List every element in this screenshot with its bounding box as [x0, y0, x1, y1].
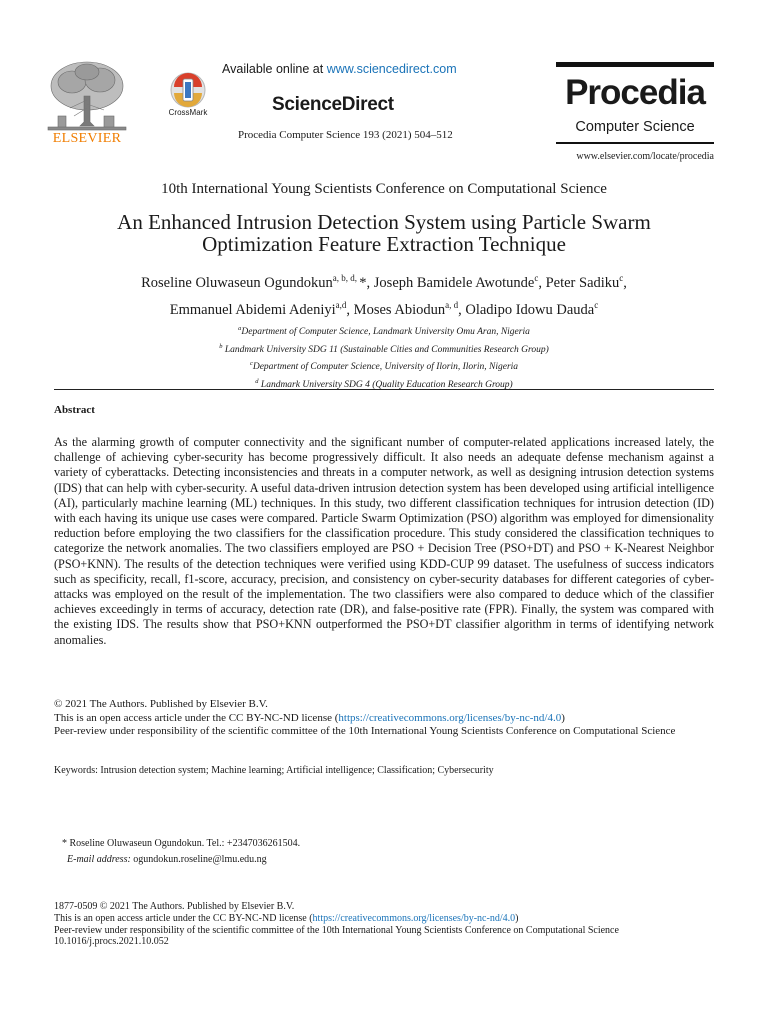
- footer-open-access: This is an open access article under the CC BY-NC-ND license (https://creativecommons.org/licenses/by-nc-nd/4.0): [54, 912, 519, 924]
- license-block: [54, 698, 714, 739]
- title-line: Optimization Feature Extraction Technique: [202, 232, 566, 256]
- title-line: An Enhanced Intrusion Detection System using Particle Swarm: [117, 210, 651, 234]
- footer-peer-review: Peer-review under responsibility of the scientific committee of the 10th International Young Scientists Conference on Computational Science: [54, 924, 619, 936]
- sciencedirect-link[interactable]: www.sciencedirect.com: [326, 62, 457, 76]
- author-name: Oladipo Idowu Dauda: [465, 301, 595, 318]
- author-name: Emmanuel Abidemi Adeniyi: [169, 301, 336, 318]
- author-affil-mark: c: [594, 299, 599, 310]
- email-line: [62, 852, 300, 868]
- open-access-line: This is an open access article under the CC BY-NC-ND license (https://creativecommons.org/licenses/by-nc-nd/4.0): [54, 711, 565, 724]
- corresponding-mark: *: [359, 274, 367, 291]
- author-name: Joseph Bamidele Awotunde: [373, 274, 535, 291]
- elsevier-wordmark: ELSEVIER: [52, 131, 122, 146]
- conference-name: 10th International Young Scientists Conference on Computational Science: [161, 181, 607, 197]
- email-address[interactable]: ogundokun.roseline@lmu.edu.ng: [130, 854, 267, 865]
- page-footer: [54, 901, 714, 948]
- crossmark-icon[interactable]: [166, 70, 210, 110]
- available-online: Available online at www.sciencedirect.com: [222, 62, 457, 76]
- author-affil-mark: a,d: [335, 299, 347, 310]
- doi[interactable]: 10.1016/j.procs.2021.10.052: [54, 936, 169, 948]
- journal-reference: Procedia Computer Science 193 (2021) 504–512: [238, 129, 453, 141]
- author-affil-mark: a, d: [445, 299, 459, 310]
- issn-line: 1877-0509 © 2021 The Authors. Published by Elsevier B.V.: [54, 901, 295, 912]
- author-name: Moses Abiodun: [353, 301, 446, 318]
- author-line: Emmanuel Abidemi Adeniyi$^{a,d}$, Moses Abiodun$^{a, d}$, Oladipo Idowu Dauda$^c$: [169, 299, 599, 318]
- abstract-heading: Abstract: [54, 404, 95, 416]
- footer-license-link[interactable]: https://creativecommons.org/licenses/by-nc-nd/4.0: [312, 912, 516, 924]
- author-affil-mark: a, b, d,: [332, 273, 360, 283]
- author-line: Roseline Oluwaseun Ogundokun$^{a, b, d,}$ *, Joseph Bamidele Awotunde$^c$, Peter Sadiku$^c$,: [141, 273, 627, 291]
- email-label: E-mail address:: [67, 854, 131, 865]
- affiliation: $^a$Department of Computer Science, Landmark University Omu Aran, Nigeria: [238, 325, 530, 338]
- author-name: Peter Sadiku: [545, 274, 620, 291]
- author-name: Roseline Oluwaseun Ogundokun: [141, 274, 333, 291]
- affiliation: $^b$ Landmark University SDG 11 (Sustainable Cities and Communities Research Group): [219, 342, 549, 355]
- procedia-logo: [556, 62, 714, 144]
- license-link[interactable]: https://creativecommons.org/licenses/by-nc-nd/4.0: [338, 711, 562, 724]
- abstract-text: As the alarming growth of computer connectivity and the significant number of computer-related applications increased lately, the challenge of achieving cyber-security has become progressively difficult. It also needs an adequate defense mechanism against a variety of cyberattacks. Detecting inconsistencies and threats in a computer network, as well as designing intrusion detection systems (IDS) that can help with cyber-security. A useful data-driven intrusion detection system has been developed using artificial intelligence (AI), particularly machine learning (ML) techniques. In this study, two different classification techniques for intrusion detection (ID) with each having its unique use cases were compared. Particle Swarm Optimization (PSO) algorithm was employed for dimensionality reduction before employing the two classifiers for the classification procedure. This study considered the classification techniques to categorize the network anomalies. The two classifiers employed are PSO + Decision Tree (PSO+DT) and PSO + K-Nearest Neighbor (PSO+KNN). The results of the detection techniques were verified using KDD-CUP 99 dataset. The usefulness of success indicators such as specificity, recall, f1-score, accuracy, precision, and consistency on cyber-security databases for different categories of cyber-attacks was employed on the result of the implementation. The two classifiers were also compared to deduce which of the classifier achieves exceedingly in terms of accuracy, detection rate (DR), and false-positive rate (FPR). Finally, the system was compared with the existing IDS. The results show that PSO+KNN outperformed the PSO+DT classifier algorithm in terms of identifying network anomalies.: [54, 435, 714, 647]
- author-affil-mark: c: [534, 273, 539, 283]
- affiliation: $^c$Department of Computer Science, University of Ilorin, Ilorin, Nigeria: [249, 360, 519, 373]
- procedia-subtitle: Computer Science: [575, 119, 695, 135]
- affiliations: [40, 322, 728, 393]
- copyright-line: © 2021 The Authors. Published by Elsevier B.V.: [54, 698, 268, 710]
- keywords: Keywords: Intrusion detection system; Machine learning; Artificial intelligence; Classification; Cybersecurity: [54, 765, 494, 776]
- peer-review-line: Peer-review under responsibility of the scientific committee of the 10th International Young Scientists Conference on Computational Science: [54, 725, 676, 738]
- crossmark-label: CrossMark: [168, 108, 208, 117]
- sciencedirect-brand: ScienceDirect: [272, 94, 394, 115]
- section-divider: [54, 389, 714, 390]
- correspondence: [62, 836, 300, 868]
- procedia-wordmark: Procedia: [565, 73, 705, 112]
- corresponding-author: * Roseline Oluwaseun Ogundokun. Tel.: +2347036261504.: [62, 838, 301, 849]
- journal-url[interactable]: www.elsevier.com/locate/procedia: [576, 151, 714, 162]
- affiliation: $^d$ Landmark University SDG 4 (Quality Education Research Group): [255, 377, 513, 391]
- paper-title: [40, 211, 728, 255]
- author-affil-mark: c: [619, 273, 624, 283]
- author-list: [40, 267, 728, 321]
